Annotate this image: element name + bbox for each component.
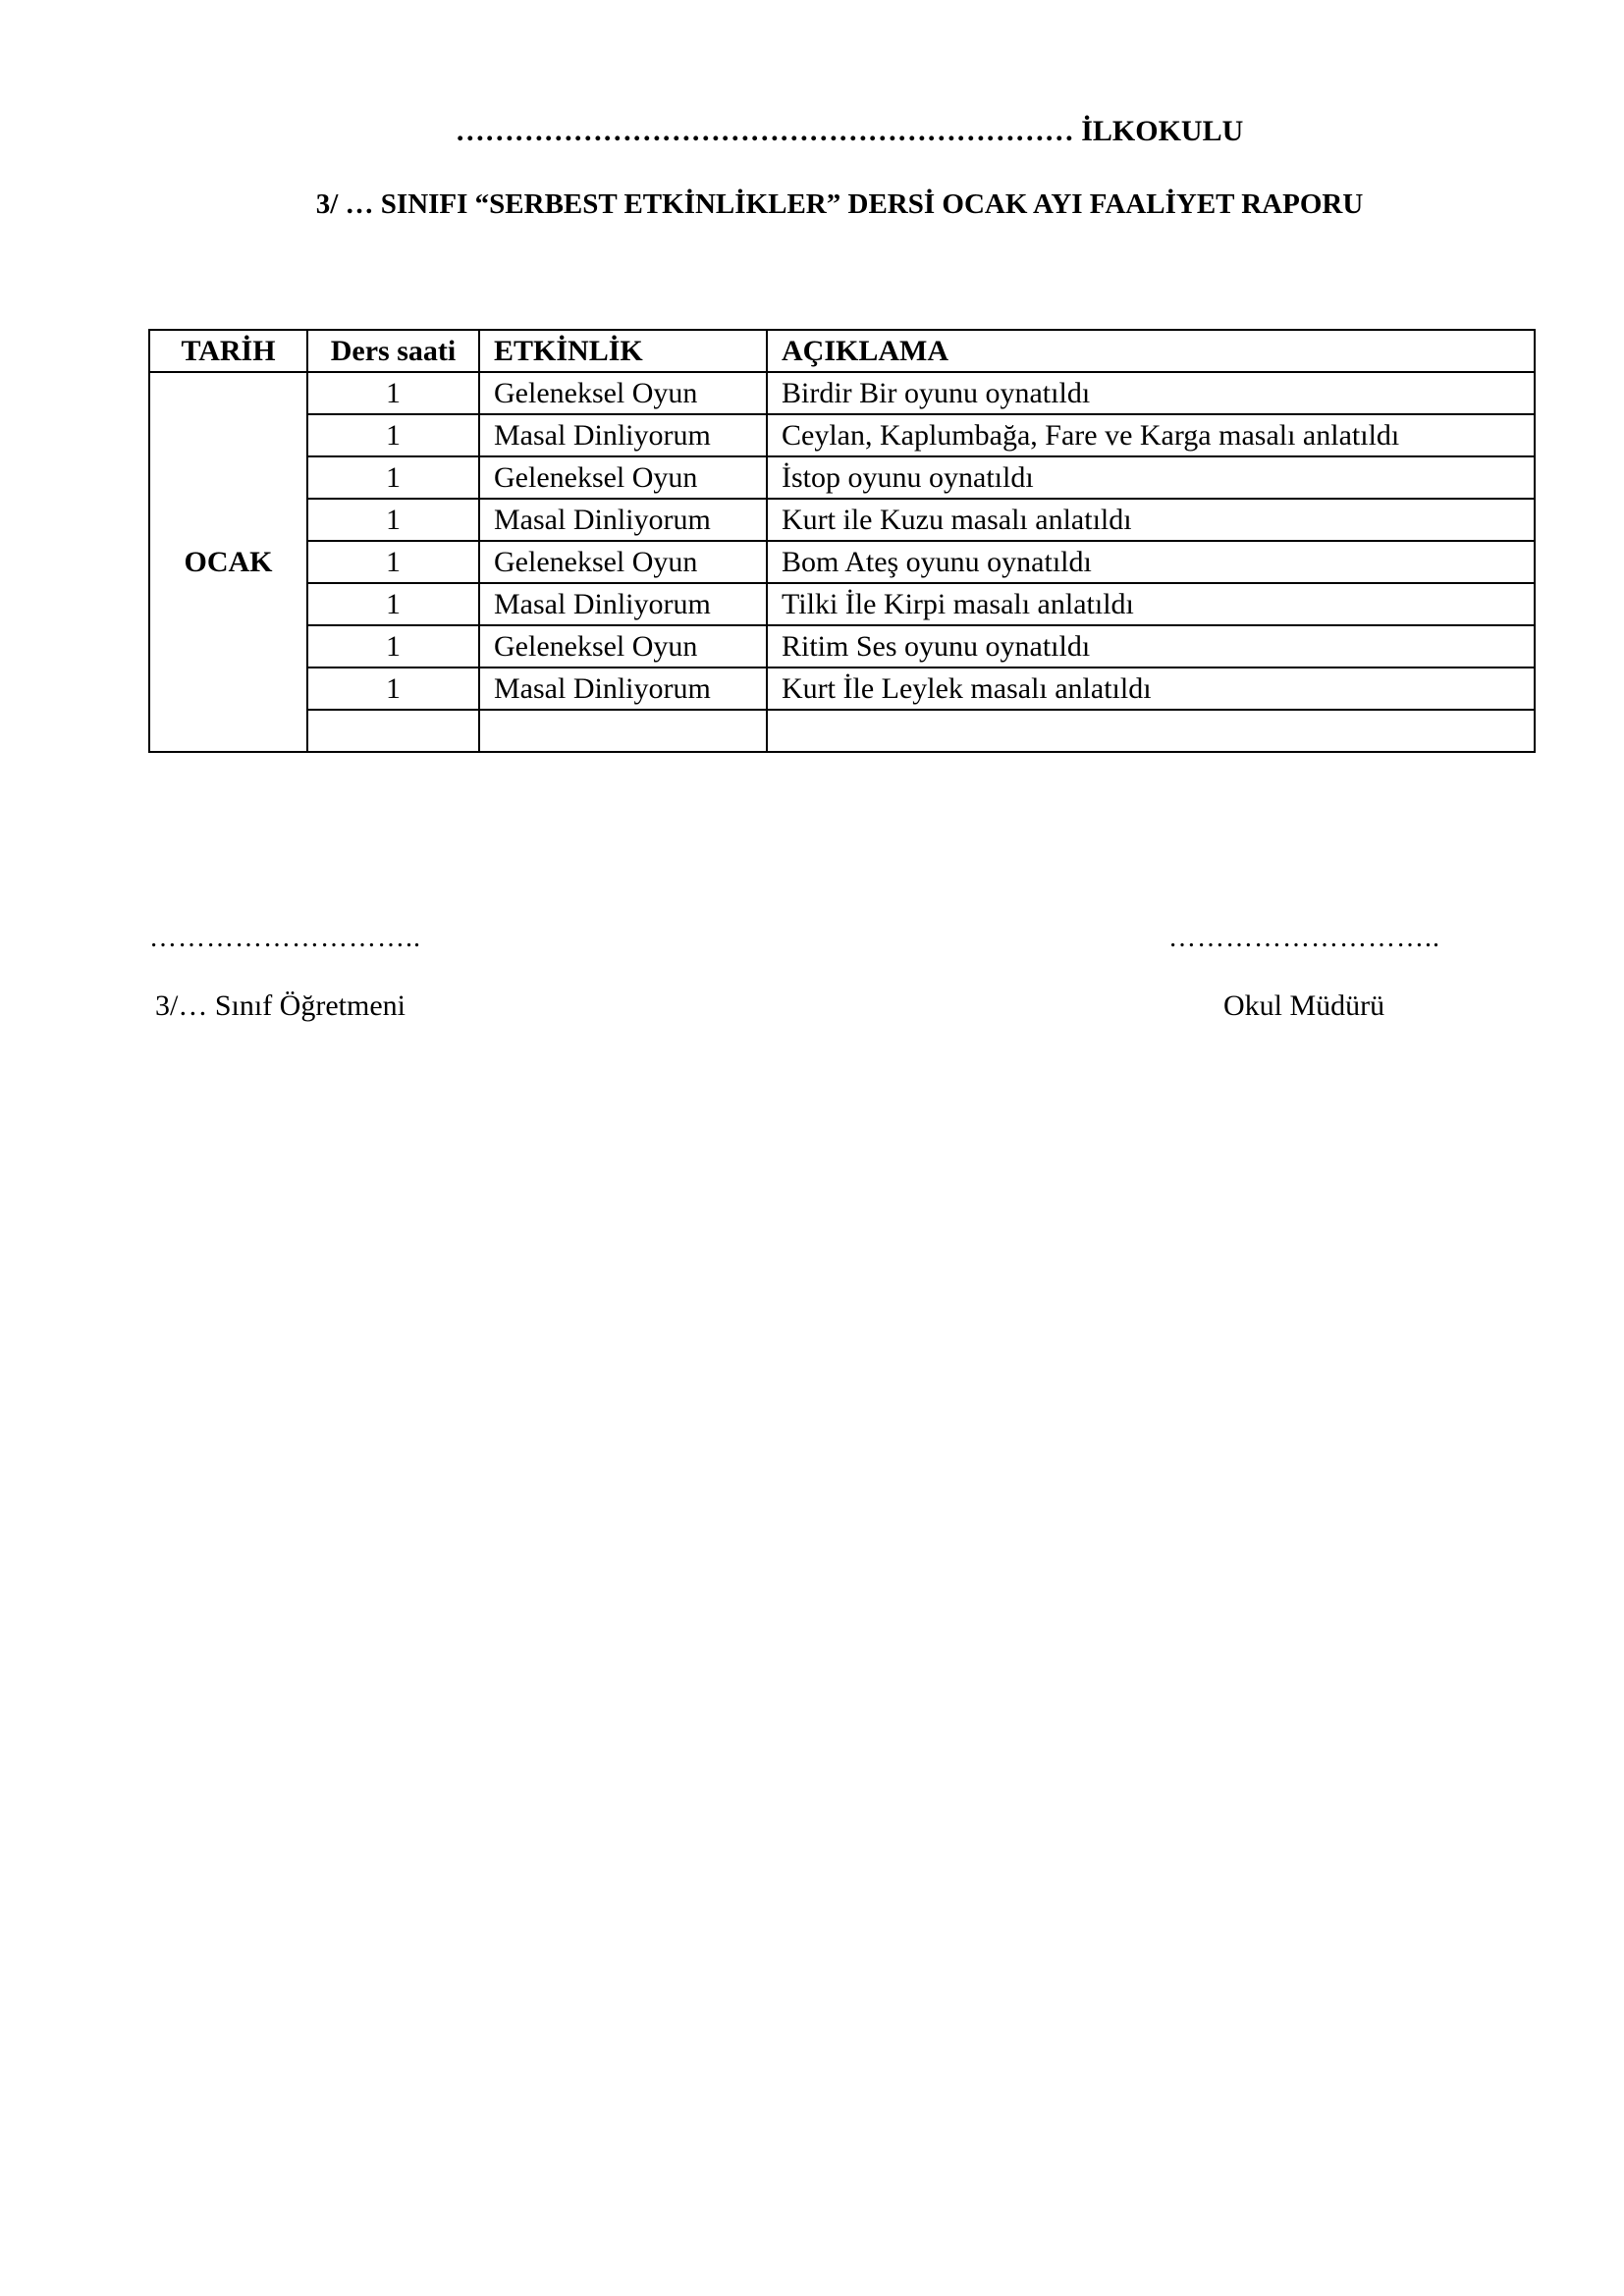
activity-cell: Masal Dinliyorum [479,414,767,456]
teacher-signature-label: 3/… Sınıf Öğretmeni [155,989,406,1022]
hours-cell [307,710,479,752]
description-cell: Tilki İle Kirpi masalı anlatıldı [767,583,1535,625]
column-header-description: AÇIKLAMA [767,330,1535,372]
table-row [149,541,1535,583]
activity-cell [479,710,767,752]
hours-cell: 1 [307,372,479,414]
description-cell: Ritim Ses oyunu oynatıldı [767,625,1535,667]
description-cell: Ceylan, Kaplumbağa, Fare ve Karga masalı anlatıldı [767,414,1535,456]
school-name-line: ……………………………………………………… İLKOKULU [455,115,1244,147]
column-header-hours: Ders saati [307,330,479,372]
description-cell: Kurt İle Leylek masalı anlatıldı [767,667,1535,710]
hours-cell: 1 [307,499,479,541]
activity-cell: Masal Dinliyorum [479,667,767,710]
hours-cell: 1 [307,456,479,499]
description-cell: Birdir Bir oyunu oynatıldı [767,372,1535,414]
table-row [149,456,1535,499]
table-row [149,625,1535,667]
description-cell: Kurt ile Kuzu masalı anlatıldı [767,499,1535,541]
principal-signature-line: ……………………….. [1168,923,1440,953]
description-cell: Bom Ateş oyunu oynatıldı [767,541,1535,583]
table-header-row [149,330,1535,372]
report-title: 3/ … SINIFI “SERBEST ETKİNLİKLER” DERSİ OCAK AYI FAALİYET RAPORU [315,188,1364,220]
description-cell [767,710,1535,752]
table-row-empty [149,710,1535,752]
table-row [149,372,1535,414]
activity-cell: Masal Dinliyorum [479,499,767,541]
column-header-date: TARİH [149,330,307,372]
hours-cell: 1 [307,583,479,625]
activity-cell: Geleneksel Oyun [479,541,767,583]
hours-cell: 1 [307,414,479,456]
principal-signature-label: Okul Müdürü [1223,989,1385,1022]
description-cell: İstop oyunu oynatıldı [767,456,1535,499]
activity-cell: Geleneksel Oyun [479,372,767,414]
table-row [149,583,1535,625]
table-row [149,499,1535,541]
activity-cell: Geleneksel Oyun [479,625,767,667]
hours-cell: 1 [307,667,479,710]
table-row [149,667,1535,710]
month-cell: OCAK [149,372,307,752]
table-row [149,414,1535,456]
teacher-signature-line: ……………………….. [149,923,421,953]
activity-cell: Masal Dinliyorum [479,583,767,625]
column-header-activity: ETKİNLİK [479,330,767,372]
hours-cell: 1 [307,625,479,667]
hours-cell: 1 [307,541,479,583]
activity-report-table [148,329,1536,753]
activity-cell: Geleneksel Oyun [479,456,767,499]
